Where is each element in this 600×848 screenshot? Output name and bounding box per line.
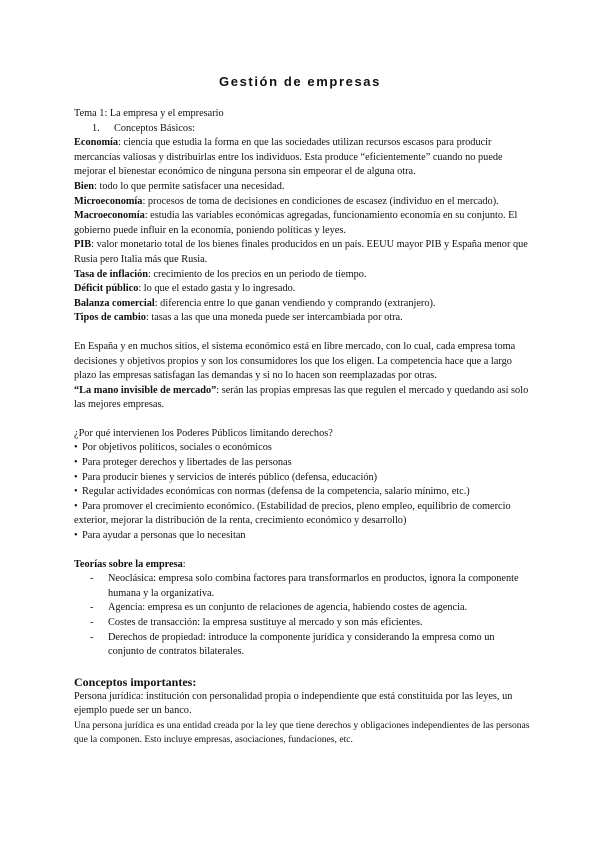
definition-item [74, 195, 530, 210]
reason-item [74, 456, 530, 471]
concept-legal-entity: Una persona jurídica es una entidad creada por la ley que tiene derechos y obligaciones independientes de las personas que la componen. Esto incluye empresas, asociaciones, fundaciones, etc. [74, 719, 530, 746]
numbered-item [74, 122, 530, 137]
definition-term: Bien [74, 180, 95, 192]
bullet-icon: • [74, 471, 78, 483]
definition-item [74, 180, 530, 195]
document-body [74, 107, 530, 747]
bullet-icon: • [74, 500, 78, 512]
reason-item [74, 529, 530, 544]
concept-legal-person: Persona jurídica: institución con personalidad propia o independiente que está constituida por las leyes, un ejemplo puede ser un banco. [74, 690, 513, 717]
reason-text: Para ayudar a personas que lo necesitan [82, 530, 246, 542]
definition-text: : diferencia entre lo que ganan vendiendo y comprando (extranjero). [154, 297, 436, 309]
theory-text: Derechos de propiedad: introduce la componente jurídica y considerando la empresa como un conjunto de contratos bilaterales. [108, 631, 495, 658]
definition-text: : ciencia que estudia la forma en que las sociedades utilizan recursos escasos para producir mercancías valiosas y distribuirlas entre los individuos. Esta produce “eficientemente” cuando no puede mejorar el bienestar económico de ninguna persona sin empeorar el de alguna otra. [74, 137, 503, 178]
theory-item [74, 616, 530, 631]
theories-list [74, 572, 530, 660]
bullet-icon: • [74, 442, 78, 454]
definition-item [74, 136, 530, 180]
reason-text: Por objetivos políticos, sociales o económicos [82, 442, 272, 454]
definition-item [74, 297, 530, 312]
definition-term: Macroeconomía [74, 210, 145, 222]
reason-item [74, 441, 530, 456]
item-label: Conceptos Básicos: [114, 122, 195, 134]
theory-item [74, 572, 530, 601]
definition-term: Déficit público [74, 283, 139, 295]
definition-term: PIB [74, 239, 92, 251]
invisible-hand-term: “La mano invisible de mercado” [74, 384, 217, 396]
reason-item [74, 485, 530, 500]
intervention-question: ¿Por qué intervienen los Poderes Públicos limitando derechos? [74, 427, 333, 439]
definition-item [74, 238, 530, 267]
definition-item [74, 209, 530, 238]
topic-line: Tema 1: La empresa y el empresario [74, 108, 224, 119]
dash-icon: - [90, 602, 94, 614]
definition-term: Microeconomía [74, 195, 143, 207]
theories-heading-line [74, 558, 530, 573]
bullet-icon: • [74, 486, 78, 498]
theories-heading: Teorías sobre la empresa [74, 558, 183, 570]
dash-icon: - [90, 631, 94, 643]
reason-text: Para promover el crecimiento económico. (Estabilidad de precios, pleno empleo, equilibrio de comercio exterior, mejorar la distribución de la renta, crecimiento económico y desarrollo) [74, 500, 511, 527]
theory-item [74, 631, 530, 660]
reason-item [74, 471, 530, 486]
definition-item [74, 282, 530, 297]
theory-item [74, 601, 530, 616]
definition-term: Economía [74, 137, 119, 149]
theories-colon: : [182, 558, 186, 570]
definition-text: : valor monetario total de los bienes finales producidos en un país. EEUU mayor PIB y España menor que Rusia pero Italia más que Rusia. [74, 239, 528, 265]
reasons-list [74, 441, 530, 543]
definition-text: : crecimiento de los precios en un periodo de tiempo. [148, 268, 367, 280]
definition-item [74, 268, 530, 283]
definition-text: : tasas a las que una moneda puede ser intercambiada por otra. [145, 312, 403, 324]
reason-item [74, 500, 530, 529]
dash-icon: - [90, 617, 94, 628]
theory-text: Costes de transacción: la empresa sustituye al mercado y son más eficientes. [108, 617, 423, 628]
bullet-icon: • [74, 530, 78, 542]
definition-text: : lo que el estado gasta y lo ingresado. [138, 283, 296, 295]
item-number: 1. [92, 122, 100, 134]
definition-text: : estudia las variables económicas agregadas, funcionamiento economía en su conjunto. El gobierno puede influir en la economía, poniendo políticas y leyes. [74, 210, 518, 236]
definition-item [74, 311, 530, 326]
invisible-hand-definition [74, 384, 530, 413]
reason-text: Para producir bienes y servicios de interés público (defensa, educación) [82, 471, 378, 483]
document-title: Gestión de empresas [219, 74, 381, 89]
invisible-hand-text: : serán las propias empresas las que regulen el mercado y quedando así solo las mejores empresas. [74, 384, 529, 411]
bullet-icon: • [74, 457, 78, 469]
market-paragraph: En España y en muchos sitios, el sistema económico está en libre mercado, con lo cual, cada empresa toma decisiones y objetivos propios y son los consumidores los que los eligen. La competencia hace que a largo plazo las empresas satisfagan las demandas y si no lo hacen son reemplazadas por otras. [74, 340, 516, 382]
concepts-heading: Conceptos importantes: [74, 674, 197, 689]
theory-text: Agencia: empresa es un conjunto de relaciones de agencia, habiendo costes de agencia. [108, 602, 468, 614]
reason-text: Regular actividades económicas con normas (defensa de la competencia, salario mínimo, etc.) [82, 486, 470, 498]
theory-text: Neoclásica: empresa solo combina factores para transformarlos en productos, ignora la componente humana y la organizativa. [108, 573, 519, 599]
dash-icon: - [90, 573, 94, 585]
definition-text: : procesos de toma de decisiones en condiciones de escasez (individuo en el mercado). [142, 195, 499, 207]
definition-term: Tipos de cambio [74, 312, 146, 324]
definition-term: Tasa de inflación [74, 268, 149, 280]
reason-text: Para proteger derechos y libertades de las personas [82, 457, 292, 469]
definition-text: : todo lo que permite satisfacer una necesidad. [94, 180, 285, 192]
definition-term: Balanza comercial [74, 297, 155, 309]
definitions-list [74, 136, 530, 326]
